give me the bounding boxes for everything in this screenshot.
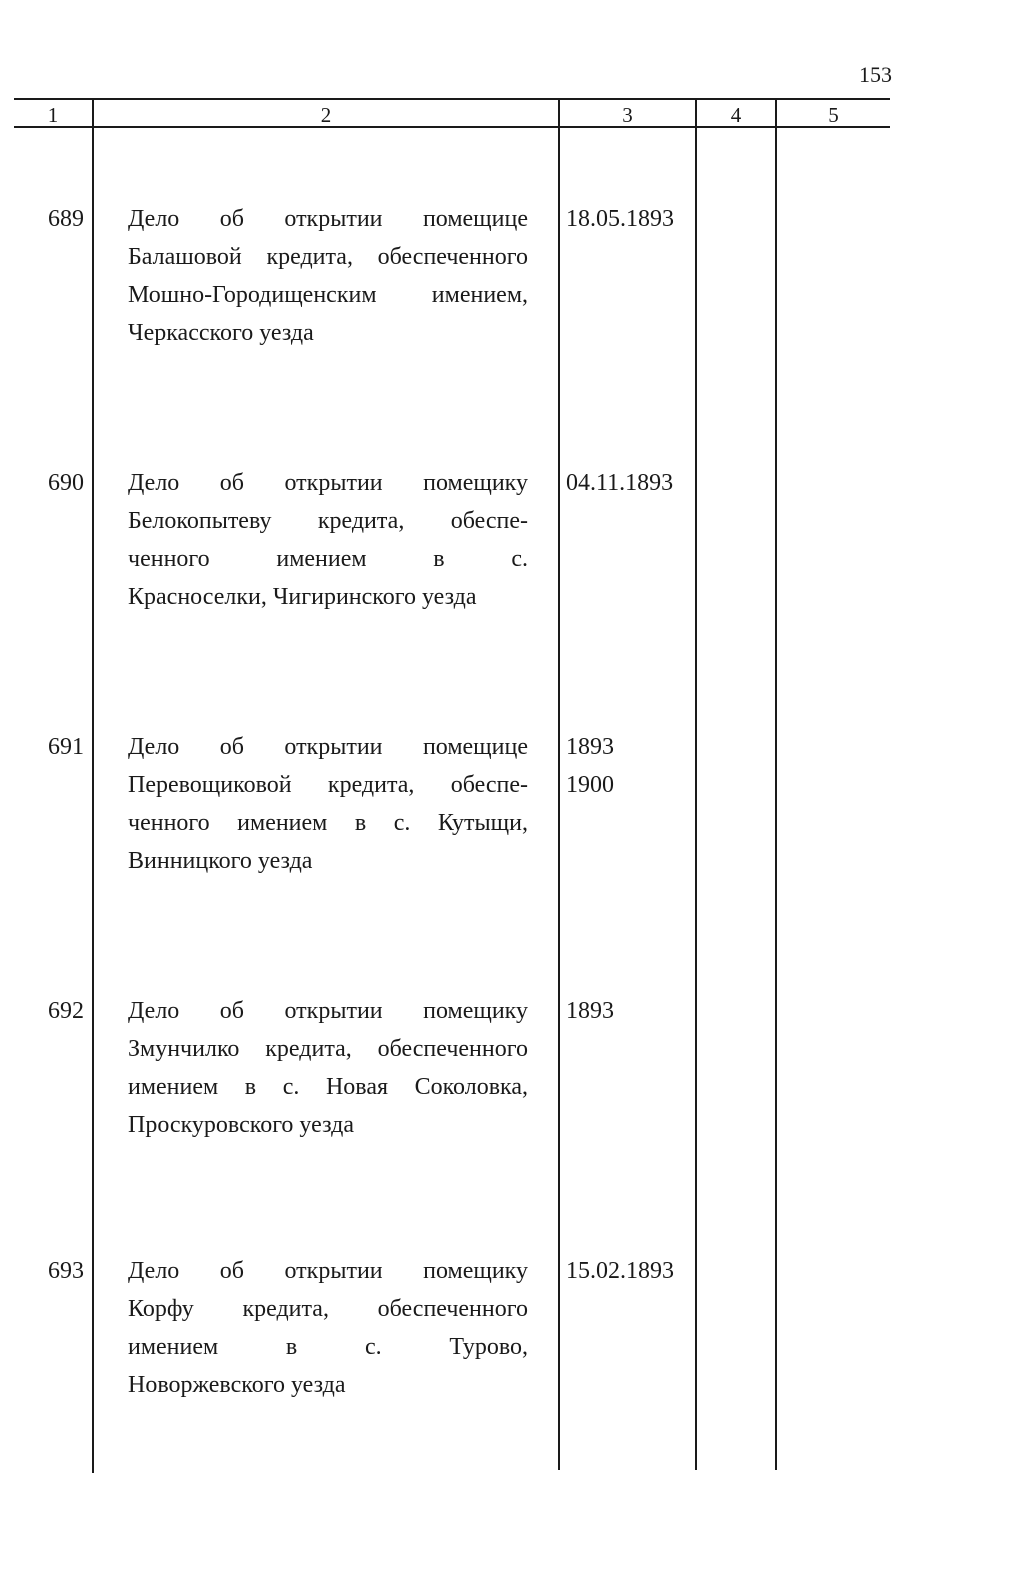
entry-title bbox=[128, 200, 528, 352]
column-divider-4 bbox=[775, 98, 777, 1470]
title-line: Дело об открытии помещице bbox=[128, 206, 528, 232]
entry-number: 692 bbox=[48, 998, 84, 1024]
column-divider-2 bbox=[558, 98, 560, 1470]
column-header-5: 5 bbox=[828, 103, 839, 127]
entry-number: 693 bbox=[48, 1258, 84, 1284]
entry-date: 04.11.1893 bbox=[566, 470, 674, 496]
title-line: Дело об открытии помещику bbox=[128, 470, 528, 496]
column-header-4: 4 bbox=[730, 103, 742, 127]
entry-title bbox=[128, 728, 528, 880]
title-line: Балашовой кредита, обеспеченного bbox=[128, 244, 528, 270]
column-header-3: 3 bbox=[622, 103, 633, 127]
title-line: Дело об открытии помещику bbox=[128, 1258, 528, 1284]
title-line: Новоржевского уезда bbox=[128, 1372, 346, 1398]
page-number: 153 bbox=[859, 62, 892, 87]
entry-date: 1900 bbox=[566, 772, 614, 798]
entry-number: 690 bbox=[48, 470, 84, 496]
entry-title bbox=[128, 464, 528, 616]
title-line: имением в с. Новая Соколовка, bbox=[128, 1074, 528, 1100]
entry-date: 1893 bbox=[566, 734, 614, 760]
title-line: Красноселки, Чигиринского уезда bbox=[128, 584, 477, 610]
entry-dates bbox=[566, 1252, 694, 1290]
entry-number: 691 bbox=[48, 734, 84, 760]
entry-date: 1893 bbox=[566, 998, 614, 1024]
entry-date: 15.02.1893 bbox=[566, 1258, 674, 1284]
title-line: Дело об открытии помещику bbox=[128, 998, 528, 1024]
title-line: Проскуровского уезда bbox=[128, 1112, 354, 1138]
title-line: Змунчилко кредита, обеспеченного bbox=[128, 1036, 528, 1062]
column-divider-1 bbox=[92, 98, 94, 1473]
column-header-2: 2 bbox=[320, 103, 332, 127]
title-line: ченного имением в с. Кутыщи, bbox=[128, 810, 528, 836]
title-line: ченного имением в с. bbox=[128, 546, 528, 572]
column-header-1: 1 bbox=[47, 103, 59, 127]
title-line: Корфу кредита, обеспеченного bbox=[128, 1296, 528, 1322]
title-line: Белокопытеву кредита, обеспе- bbox=[128, 508, 528, 534]
entry-title bbox=[128, 992, 528, 1144]
column-divider-3 bbox=[695, 98, 697, 1470]
entry-number: 689 bbox=[48, 206, 84, 232]
entry-date: 18.05.1893 bbox=[566, 206, 674, 232]
title-line: Винницкого уезда bbox=[128, 848, 313, 874]
header-top-rule bbox=[14, 98, 890, 100]
title-line: Дело об открытии помещице bbox=[128, 734, 528, 760]
title-line: Мошно-Городищенским имением, bbox=[128, 282, 528, 308]
title-line: имением в с. Турово, bbox=[128, 1334, 528, 1360]
entry-dates bbox=[566, 728, 694, 804]
entry-dates bbox=[566, 992, 694, 1030]
entry-dates bbox=[566, 464, 694, 502]
title-line: Перевощиковой кредита, обеспе- bbox=[128, 772, 528, 798]
entry-dates bbox=[566, 200, 694, 238]
entry-title bbox=[128, 1252, 528, 1404]
title-line: Черкасского уезда bbox=[128, 320, 314, 346]
